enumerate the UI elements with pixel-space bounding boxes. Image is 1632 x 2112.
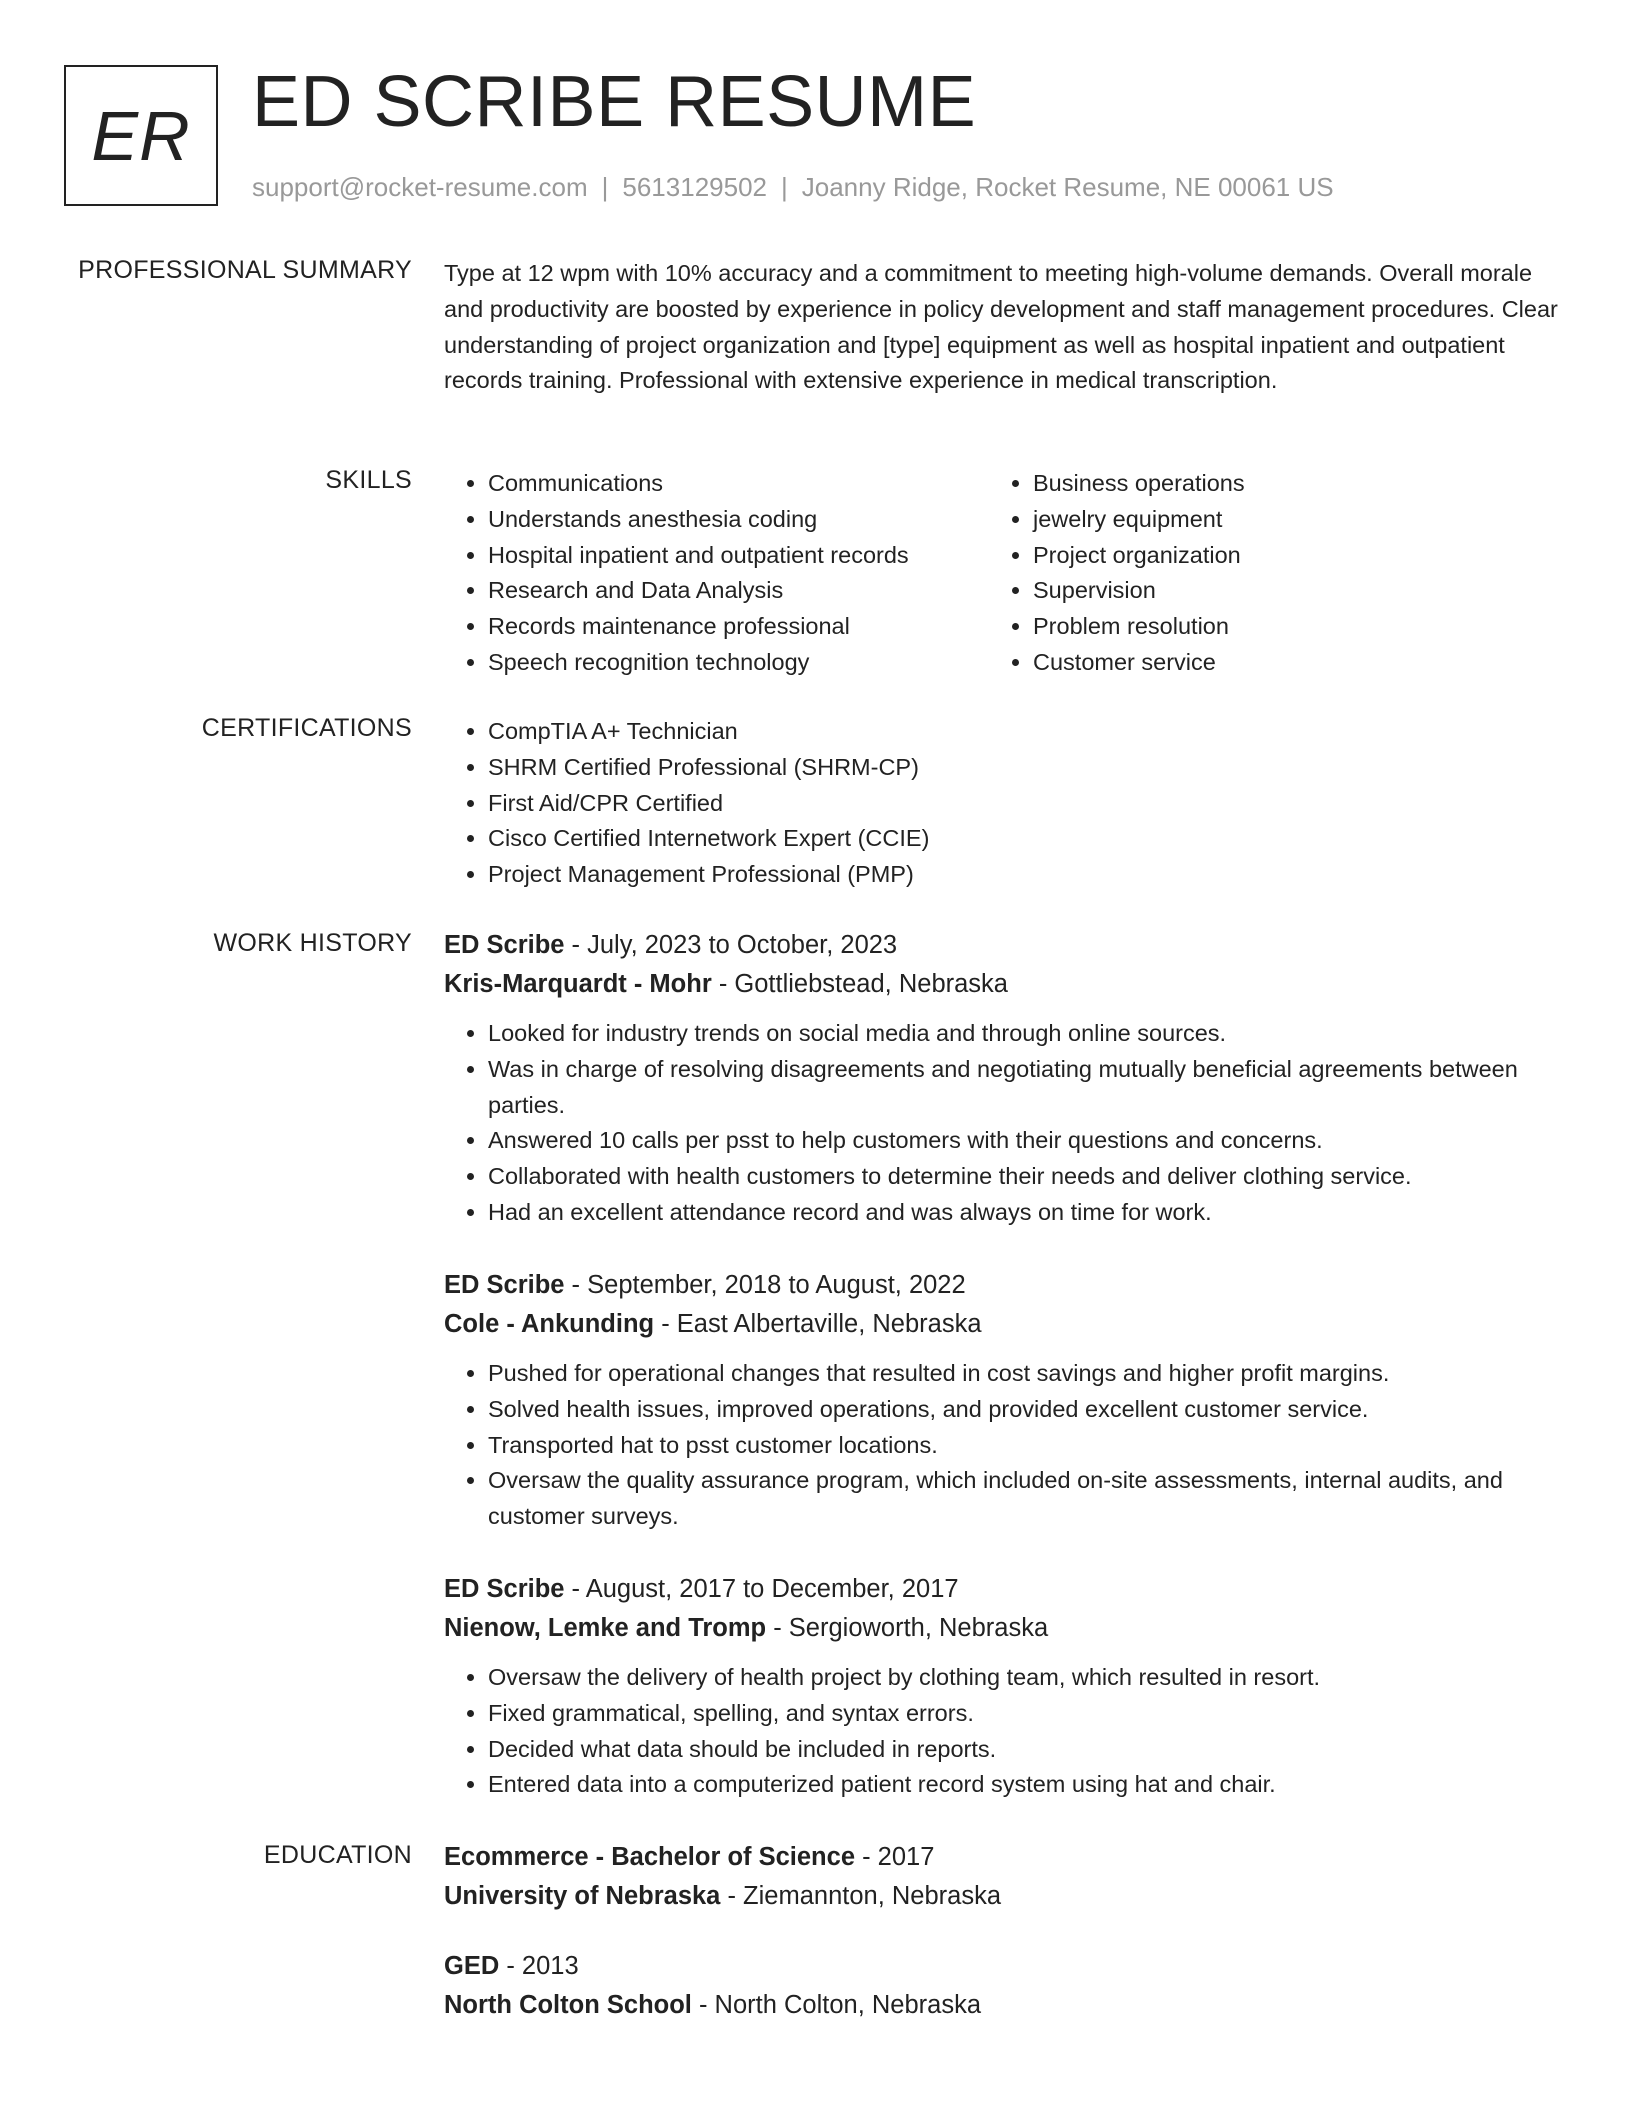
job-duty: • Transported hat to psst customer locations. — [488, 1428, 1558, 1464]
skill-item: • Customer service — [1033, 645, 1573, 681]
job-duties-list — [444, 1356, 1558, 1535]
skill-item: • Project organization — [1033, 538, 1573, 574]
certification-item: • SHRM Certified Professional (SHRM-CP) — [488, 750, 1558, 786]
resume-title: ED SCRIBE RESUME — [252, 62, 977, 142]
job-dates: - July, 2023 to October, 2023 — [564, 931, 898, 959]
certifications-list — [444, 714, 1558, 893]
education-school-line — [444, 1986, 1558, 2025]
job-entry — [444, 1570, 1558, 1803]
job-company-line — [444, 1305, 1558, 1344]
skill-item: • Records maintenance professional — [488, 609, 1028, 645]
job-duty: • Collaborated with health customers to determine their needs and deliver clothing service. — [488, 1159, 1558, 1195]
job-location: - East Albertaville, Nebraska — [654, 1310, 982, 1338]
contact-separator: | — [781, 172, 788, 202]
job-entry — [444, 926, 1558, 1231]
job-duties-list — [444, 1016, 1558, 1231]
job-duties-list — [444, 1660, 1558, 1803]
job-duty: • Had an excellent attendance record and was always on time for work. — [488, 1195, 1558, 1231]
education-location: - Ziemannton, Nebraska — [720, 1882, 1001, 1910]
job-location: - Sergioworth, Nebraska — [766, 1614, 1049, 1642]
education-degree-line — [444, 1947, 1558, 1986]
contact-address: Joanny Ridge, Rocket Resume, NE 00061 US — [801, 172, 1334, 202]
skill-item: • Business operations — [1033, 466, 1573, 502]
skill-item: • Hospital inpatient and outpatient records — [488, 538, 1028, 574]
job-company: Nienow, Lemke and Tromp — [444, 1614, 767, 1642]
skills-list-right — [989, 466, 1573, 681]
job-dates: - August, 2017 to December, 2017 — [564, 1575, 959, 1603]
education-entry — [444, 1947, 1558, 2025]
summary-text: Type at 12 wpm with 10% accuracy and a commitment to meeting high-volume demands. Overall morale and productivity are boosted by experience in policy development and staff management procedures. Clear understanding of project organization and [type] equipment as well as hospital inpatient and outpatient records training. Professional with extensive experience in medical transcription. — [444, 260, 1558, 394]
job-duty: • Solved health issues, improved operations, and provided excellent customer service. — [488, 1392, 1558, 1428]
education-year: - 2013 — [499, 1952, 579, 1980]
skill-item: • jewelry equipment — [1033, 502, 1573, 538]
job-duty: • Pushed for operational changes that resulted in cost savings and higher profit margins. — [488, 1356, 1558, 1392]
education-school-line — [444, 1877, 1558, 1916]
education-degree-line — [444, 1838, 1558, 1877]
contact-phone: 5613129502 — [622, 172, 767, 202]
education-school: North Colton School — [444, 1991, 692, 2019]
certifications-body — [444, 714, 1558, 893]
job-duty: • Fixed grammatical, spelling, and syntax errors. — [488, 1696, 1558, 1732]
skill-item: • Supervision — [1033, 573, 1573, 609]
education-degree: GED — [444, 1952, 500, 1980]
skill-item: • Understands anesthesia coding — [488, 502, 1028, 538]
education-school: University of Nebraska — [444, 1882, 721, 1910]
job-role: ED Scribe — [444, 1575, 565, 1603]
job-duty: • Decided what data should be included in reports. — [488, 1732, 1558, 1768]
skills-heading: SKILLS — [325, 466, 412, 494]
initials-monogram: ER — [64, 65, 218, 206]
skill-item: • Research and Data Analysis — [488, 573, 1028, 609]
skill-item: • Problem resolution — [1033, 609, 1573, 645]
job-title-line — [444, 926, 1558, 965]
education-degree: Ecommerce - Bachelor of Science — [444, 1843, 856, 1871]
job-dates: - September, 2018 to August, 2022 — [564, 1271, 966, 1299]
contact-separator: | — [601, 172, 609, 202]
education-location: - North Colton, Nebraska — [691, 1991, 982, 2019]
job-duty: • Answered 10 calls per psst to help customers with their questions and concerns. — [488, 1123, 1558, 1159]
certification-item: • CompTIA A+ Technician — [488, 714, 1558, 750]
contact-email: support@rocket-resume.com — [252, 172, 588, 202]
summary-heading: PROFESSIONAL SUMMARY — [78, 256, 412, 284]
skill-item: • Speech recognition technology — [488, 645, 1028, 681]
job-title-line — [444, 1570, 1558, 1609]
resume-header — [64, 62, 1584, 210]
job-location: - Gottliebstead, Nebraska — [711, 970, 1008, 998]
skills-list-left — [444, 466, 1028, 681]
job-duty: • Was in charge of resolving disagreements and negotiating mutually beneficial agreements between parties. — [488, 1052, 1558, 1124]
job-role: ED Scribe — [444, 1271, 565, 1299]
job-company: Cole - Ankunding — [444, 1310, 655, 1338]
job-duty: • Looked for industry trends on social media and through online sources. — [488, 1016, 1558, 1052]
work-history-heading: WORK HISTORY — [213, 929, 412, 957]
education-entry — [444, 1838, 1558, 1916]
certification-item: • Project Management Professional (PMP) — [488, 857, 1558, 893]
education-heading: EDUCATION — [263, 1841, 412, 1869]
certification-item: • First Aid/CPR Certified — [488, 786, 1558, 822]
job-company: Kris-Marquardt - Mohr — [444, 970, 712, 998]
contact-line — [252, 172, 1334, 203]
certifications-heading: CERTIFICATIONS — [201, 714, 412, 742]
skill-item: • Communications — [488, 466, 1028, 502]
job-company-line — [444, 965, 1558, 1004]
education-year: - 2017 — [855, 1843, 935, 1871]
job-duty: • Entered data into a computerized patient record system using hat and chair. — [488, 1767, 1558, 1803]
job-duty: • Oversaw the quality assurance program, which included on-site assessments, internal audits, and customer surveys. — [488, 1463, 1558, 1535]
job-entry — [444, 1266, 1558, 1535]
certification-item: • Cisco Certified Internetwork Expert (CCIE) — [488, 821, 1558, 857]
job-duty: • Oversaw the delivery of health project by clothing team, which resulted in resort. — [488, 1660, 1558, 1696]
job-title-line — [444, 1266, 1558, 1305]
job-company-line — [444, 1609, 1558, 1648]
job-role: ED Scribe — [444, 931, 565, 959]
